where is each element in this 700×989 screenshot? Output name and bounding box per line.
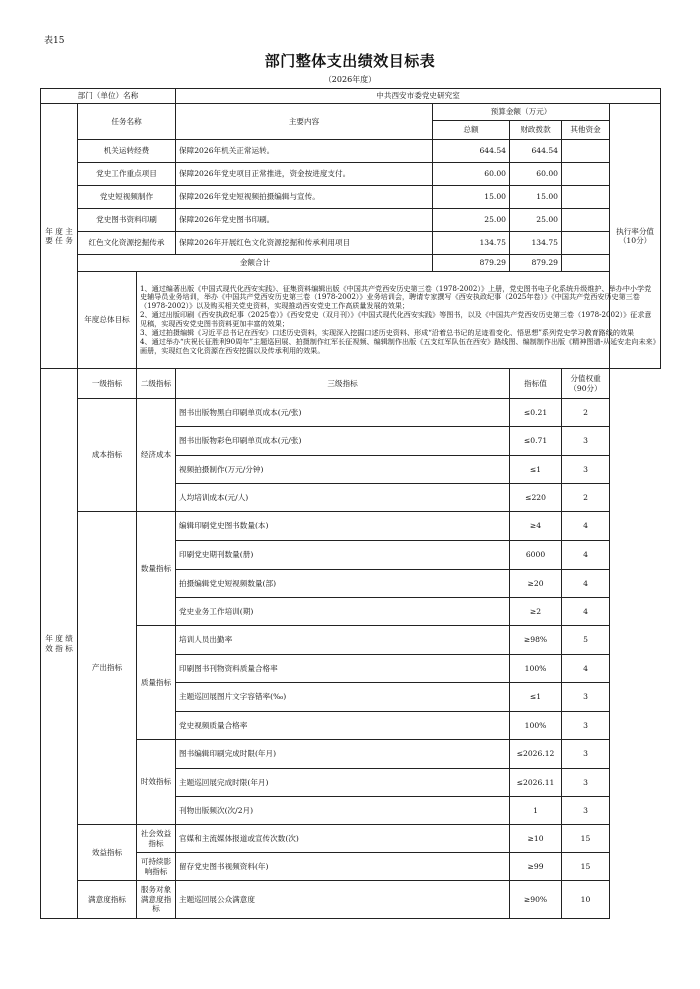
dept-value: 中共西安市委党史研究室 [176,89,661,104]
indicator-row [41,399,661,427]
task-total: 25.00 [433,209,510,232]
level2-economic: 经济成本 [137,399,176,512]
indicator-value: ≤220 [510,484,562,512]
indicator-row [41,512,661,541]
task-content: 保障2026年党史图书印刷。 [176,209,433,232]
task-row [41,163,661,186]
header-level2: 二级指标 [137,369,176,399]
level2-timeliness: 时效指标 [137,740,176,825]
sum-total: 879.29 [433,255,510,272]
tasks-header-total: 总额 [433,121,510,140]
indicator-value: 100% [510,655,562,683]
task-total: 134.75 [433,232,510,255]
level2-quality: 质量指标 [137,626,176,740]
indicator-weight: 4 [562,598,610,626]
indicator-name: 图书编辑印刷完成时限(年月) [176,740,510,769]
task-other [562,232,610,255]
indicator-weight: 3 [562,797,610,825]
indicator-weight: 3 [562,740,610,769]
header-level1: 一级指标 [78,369,137,399]
indicator-weight: 3 [562,456,610,484]
task-total: 15.00 [433,186,510,209]
goals-label: 年度总体目标 [78,272,137,369]
indicator-value: ≥4 [510,512,562,541]
indicator-value: ≤0.21 [510,399,562,427]
tasks-header-fiscal: 财政拨款 [510,121,562,140]
tasks-header-budget: 预算金额（万元） [433,104,610,121]
page-title: 部门整体支出绩效目标表 [264,52,436,70]
indicator-value: ≤1 [510,456,562,484]
level2-service: 服务对象满意度指标 [137,881,176,919]
task-name: 红色文化资源挖掘传承 [78,232,176,255]
task-other [562,140,610,163]
indicators-section-label: 年 度 绩 效 指 标 [41,369,78,919]
indicator-weight: 4 [562,541,610,570]
task-name: 机关运转经费 [78,140,176,163]
indicator-value: 1 [510,797,562,825]
task-content: 保障2026年开展红色文化资源挖掘和传承利用项目 [176,232,433,255]
indicator-value: ≤0.71 [510,427,562,456]
indicator-name: 官媒和主流媒体报道或宣传次数(次) [176,825,510,853]
task-row [41,232,661,255]
indicator-name: 图书出版物黑白印刷单页成本(元/张) [176,399,510,427]
indicator-value: 6000 [510,541,562,570]
task-content: 保障2026年党史项目正常推进，资金按进度支付。 [176,163,433,186]
task-row [41,140,661,163]
execution-rate-label: 执行率分值（10分） [610,104,661,369]
indicator-name: 主题巡回展公众满意度 [176,881,510,919]
goal-line: 4、通过举办“庆祝长征胜利90周年”主题巡回展、拍摄制作红军长征视频、编辑制作出版《五支红军队伍在西安》路线图、编制制作出版《精神图谱-从延安走向未来》画册，实现红色文化资源在西安挖掘以及传承利用的效果。 [140,336,657,355]
table-number: 表15 [44,36,65,46]
indicator-name: 主题巡回展完成时限(年月) [176,769,510,797]
indicator-weight: 2 [562,484,610,512]
dept-label: 部门（单位）名称 [41,89,176,104]
goal-line: 2、通过出版印刷《西安执政纪事（2025卷）》《西安党史（双月刊）》《中国式现代化西安实践》等图书，以及《中国共产党西安历史第三卷（1978-2002）》征求意见稿，实现西安党史图书资料更加丰富的效果； [140,310,652,328]
indicator-name: 刊物出版频次(次/2月) [176,797,510,825]
indicator-name: 图书出版物彩色印刷单页成本(元/张) [176,427,510,456]
indicator-weight: 3 [562,769,610,797]
task-name: 党史图书资料印刷 [78,209,176,232]
indicator-name: 印刷党史期刊数量(册) [176,541,510,570]
indicator-name: 培训人员出勤率 [176,626,510,655]
task-name: 党史短视频制作 [78,186,176,209]
header-value: 指标值 [510,369,562,399]
goal-line: 3、通过拍摄编辑《习近平总书记在西安》口述历史资料，实现深入挖掘口述历史资料、形成“沿着总书记的足迹看变化、悟思想”系列党史学习教育路线的效果 [140,327,635,337]
indicator-value: 100% [510,712,562,740]
task-other [562,163,610,186]
sum-other [562,255,610,272]
indicator-weight: 3 [562,427,610,456]
indicator-name: 印刷图书刊物资料质量合格率 [176,655,510,683]
level2-sustain: 可持续影响指标 [137,853,176,881]
task-fiscal: 15.00 [510,186,562,209]
level1-benefit: 效益指标 [78,825,137,881]
indicator-value: ≥98% [510,626,562,655]
indicator-weight: 10 [562,881,610,919]
indicator-value: ≥99 [510,853,562,881]
indicator-name: 编辑印刷党史图书数量(本) [176,512,510,541]
sum-fiscal: 879.29 [510,255,562,272]
indicator-name: 主题巡回展图片文字容错率(‰) [176,683,510,712]
indicator-name: 拍摄编辑党史短视频数量(部) [176,570,510,598]
indicator-value: ≥2 [510,598,562,626]
performance-target-table [40,88,661,919]
indicator-weight: 4 [562,570,610,598]
indicator-name: 视频拍摄制作(万元/分钟) [176,456,510,484]
level1-satisfaction: 满意度指标 [78,881,137,919]
indicator-name: 人均培训成本(元/人) [176,484,510,512]
task-other [562,209,610,232]
indicator-weight: 2 [562,399,610,427]
level1-output: 产出指标 [78,512,137,825]
indicator-name: 党史视频质量合格率 [176,712,510,740]
indicator-row [41,825,661,853]
task-content: 保障2026年党史短视频拍摄编辑与宣传。 [176,186,433,209]
tasks-header-name: 任务名称 [78,104,176,140]
indicator-value: ≥90% [510,881,562,919]
year-label: （2026年度） [323,75,377,84]
indicator-row [41,881,661,919]
goals-text [137,272,661,369]
indicator-name: 党史业务工作培训(期) [176,598,510,626]
indicator-value: ≥10 [510,825,562,853]
task-name: 党史工作重点项目 [78,163,176,186]
header-level3: 三级指标 [176,369,510,399]
indicator-weight: 5 [562,626,610,655]
indicator-value: ≤1 [510,683,562,712]
indicator-weight: 15 [562,825,610,853]
level2-quantity: 数量指标 [137,512,176,626]
sum-label: 金额合计 [78,255,433,272]
tasks-header-content: 主要内容 [176,104,433,140]
header-weight: 分值权重（90分） [562,369,610,399]
indicator-weight: 15 [562,853,610,881]
indicator-weight: 3 [562,683,610,712]
indicator-value: ≤2026.11 [510,769,562,797]
tasks-header-other: 其他资金 [562,121,610,140]
indicator-name: 留存党史图书视频资料(年) [176,853,510,881]
task-fiscal: 25.00 [510,209,562,232]
task-fiscal: 60.00 [510,163,562,186]
task-row [41,209,661,232]
task-content: 保障2026年机关正常运转。 [176,140,433,163]
indicator-value: ≥20 [510,570,562,598]
task-fiscal: 134.75 [510,232,562,255]
task-row [41,186,661,209]
task-total: 644.54 [433,140,510,163]
level2-social: 社会效益指标 [137,825,176,853]
task-fiscal: 644.54 [510,140,562,163]
level1-cost: 成本指标 [78,399,137,512]
task-other [562,186,610,209]
indicator-weight: 3 [562,712,610,740]
tasks-section-label: 年 度 主 要 任 务 [41,104,78,369]
indicator-weight: 4 [562,512,610,541]
task-total: 60.00 [433,163,510,186]
indicator-weight: 4 [562,655,610,683]
indicator-value: ≤2026.12 [510,740,562,769]
goal-line: 1、通过编著出版《中国式现代化西安实践》、征集资料编辑出版《中国共产党西安历史第三卷（1978-2002）》上册，党史图书电子化系统升级维护、举办中小学党史辅导员业务培训，举办《中国共产党西安历史第三卷（1978-2002）》业务培训会，聘请专家撰写《西安执政纪事（2025年卷）》《中国共产党西安历史第三卷（1978-2002）》以及购买相关党史资料，实现推动西安党史工作高质量发展的效果； [140,283,652,311]
